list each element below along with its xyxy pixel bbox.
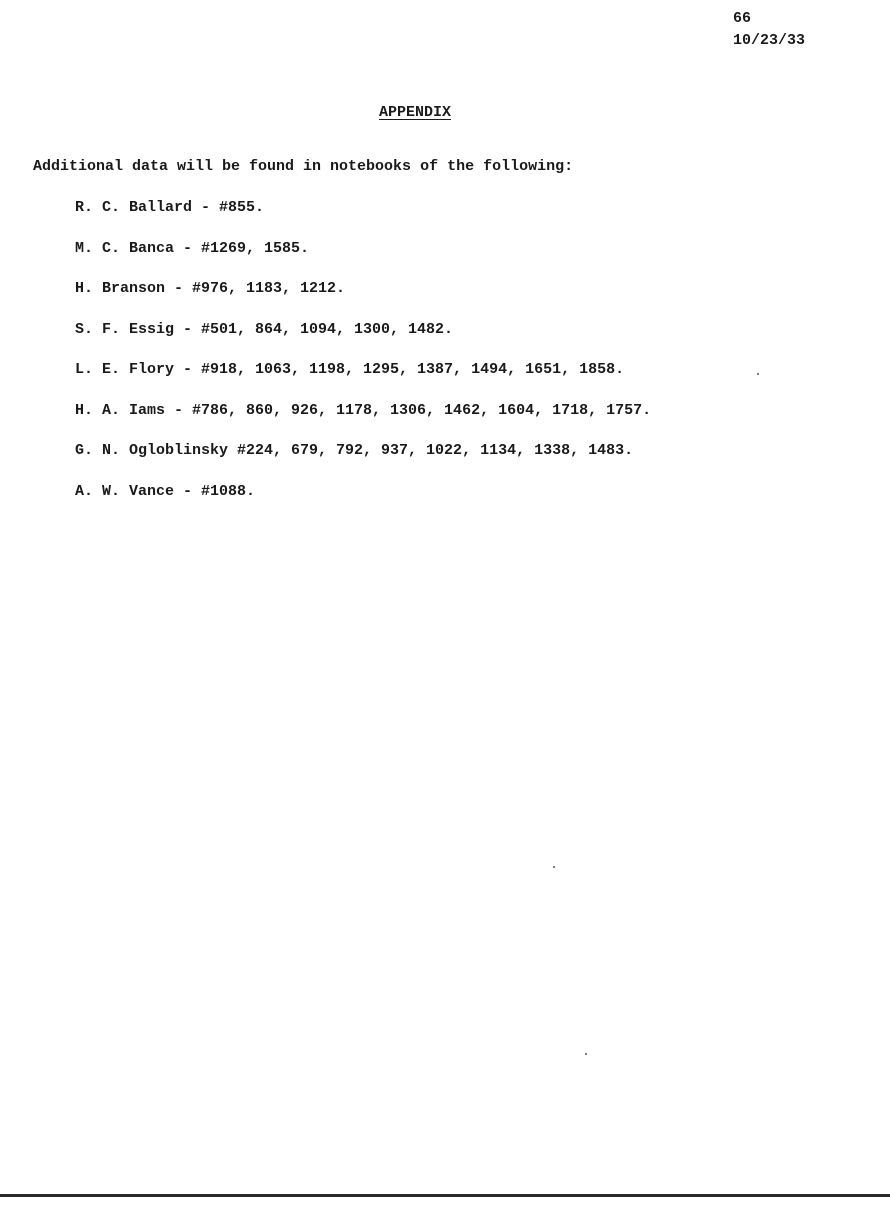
page-number: 66: [733, 10, 752, 27]
notebook-entry: A. W. Vance - #1088.: [75, 482, 256, 500]
notebook-entry: H. A. Iams - #786, 860, 926, 1178, 1306, 1462, 1604, 1718, 1757.: [75, 401, 652, 419]
notebook-entry: G. N. Ogloblinsky #224, 679, 792, 937, 1022, 1134, 1338, 1483.: [75, 442, 634, 459]
notebook-entry: R. C. Ballard - #855.: [75, 199, 265, 216]
intro-text: Additional data will be found in notebooks of the following:: [33, 158, 574, 175]
notebook-entry: S. F. Essig - #501, 864, 1094, 1300, 1482.: [75, 320, 454, 338]
page-date: 10/23/33: [733, 32, 806, 49]
scan-speck: [757, 373, 759, 375]
scan-speck: [585, 1053, 587, 1055]
bottom-rule: [0, 1194, 890, 1197]
notebook-entry: L. E. Flory - #918, 1063, 1198, 1295, 1387, 1494, 1651, 1858.: [75, 361, 625, 378]
scan-speck: [553, 866, 555, 868]
notebook-entry: M. C. Banca - #1269, 1585.: [75, 239, 310, 257]
appendix-title: APPENDIX: [378, 104, 451, 121]
notebook-list: [75, 198, 651, 522]
notebook-entry: H. Branson - #976, 1183, 1212.: [75, 280, 346, 297]
page-header: [733, 8, 805, 52]
